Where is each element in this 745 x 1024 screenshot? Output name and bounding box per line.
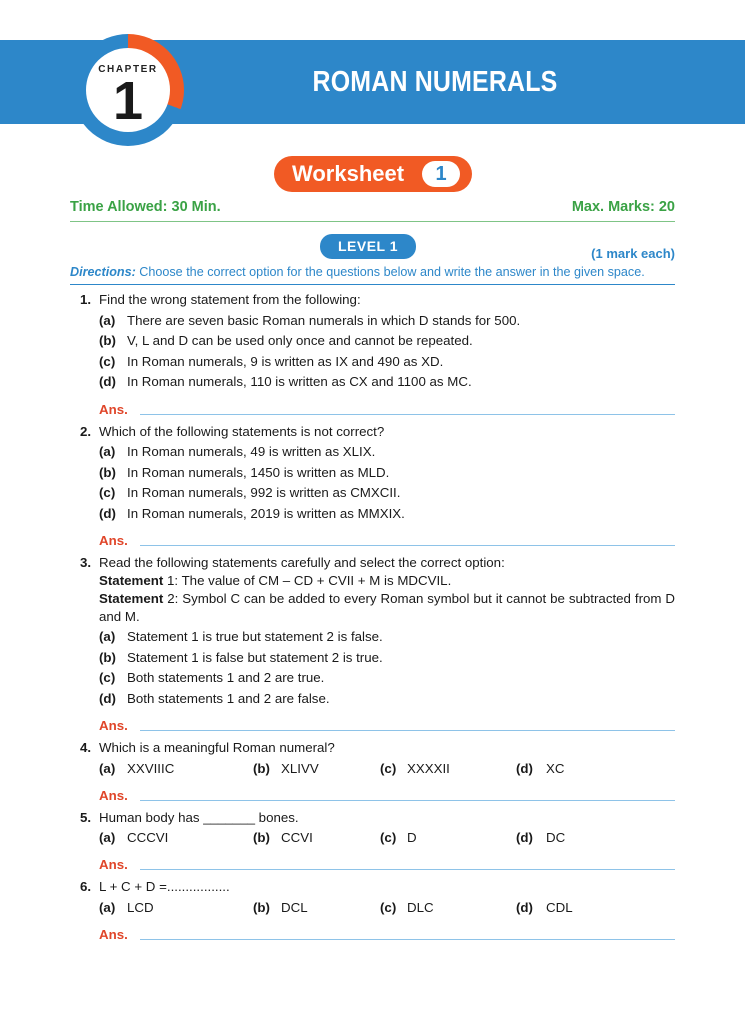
answer-label: Ans. [99, 857, 128, 872]
option-key: (d) [516, 900, 533, 915]
option-text: DCL [281, 900, 308, 915]
option-text: XXXXII [407, 761, 450, 776]
option-text: Both statements 1 and 2 are false. [127, 691, 330, 706]
option-text: CCVI [281, 830, 313, 845]
option-text: There are seven basic Roman numerals in which D stands for 500. [127, 313, 521, 328]
option-key: (c) [380, 830, 397, 845]
chapter-number: 1 [112, 71, 144, 131]
option-text: DLC [407, 900, 434, 915]
question-text: L + C + D =................. [99, 879, 230, 894]
option-key: (a) [99, 444, 116, 459]
option-key: (b) [99, 650, 116, 665]
option-key: (c) [380, 900, 397, 915]
answer-label: Ans. [99, 402, 128, 417]
option-text: Statement 1 is true but statement 2 is false. [127, 629, 383, 644]
option-key: (c) [99, 485, 116, 500]
option-key: (a) [99, 900, 116, 915]
option-text: In Roman numerals, 110 is written as CX and 1100 as MC. [127, 374, 472, 389]
level-badge: LEVEL 1 [320, 234, 416, 259]
answer-line[interactable] [140, 545, 675, 546]
option-text: D [407, 830, 417, 845]
option-text: In Roman numerals, 9 is written as IX and 490 as XD. [127, 354, 444, 369]
question-text: Which of the following statements is not correct? [99, 424, 385, 439]
option-key: (c) [99, 354, 116, 369]
marks-each: (1 mark each) [591, 246, 675, 261]
answer-line[interactable] [140, 800, 675, 801]
question-text: Human body has _______ bones. [99, 810, 299, 825]
option-text: In Roman numerals, 1450 is written as MLD. [127, 465, 390, 480]
answer-label: Ans. [99, 788, 128, 803]
option-text: V, L and D can be used only once and cannot be repeated. [127, 333, 473, 348]
option-text: In Roman numerals, 2019 is written as MMXIX. [127, 506, 405, 521]
statement-label: Statement [99, 591, 164, 606]
question-text: Which is a meaningful Roman numeral? [99, 740, 335, 755]
option-text: DC [546, 830, 566, 845]
option-key: (b) [99, 333, 116, 348]
option-text: CDL [546, 900, 573, 915]
option-text: XXVIIIC [127, 761, 175, 776]
answer-label: Ans. [99, 533, 128, 548]
option-key: (c) [380, 761, 397, 776]
question-number: 5. [80, 810, 92, 825]
statement-number: 1: [167, 573, 179, 588]
question-number: 6. [80, 879, 92, 894]
max-marks: Max. Marks: 20 [571, 199, 675, 215]
statement-2 [99, 590, 675, 626]
statement-text: The value of CM – CD + CVII + M is MDCVIL. [181, 573, 452, 588]
question-number: 3. [80, 555, 92, 570]
option-text: Statement 1 is false but statement 2 is true. [127, 650, 383, 665]
divider [70, 221, 675, 222]
worksheet-number: 1 [422, 161, 460, 187]
time-allowed: Time Allowed: 30 Min. [70, 199, 221, 215]
option-text: In Roman numerals, 49 is written as XLIX. [127, 444, 376, 459]
option-key: (d) [516, 830, 533, 845]
option-text: LCD [127, 900, 154, 915]
question-text: Read the following statements carefully and select the correct option: [99, 555, 505, 570]
worksheet-label: Worksheet [292, 161, 405, 186]
statement-number: 2: [167, 591, 179, 606]
question-text: Find the wrong statement from the following: [99, 292, 361, 307]
directions-label: Directions: [70, 265, 136, 279]
divider [70, 284, 675, 285]
answer-line[interactable] [140, 869, 675, 870]
answer-line[interactable] [140, 730, 675, 731]
chapter-label: CHAPTER [98, 64, 158, 75]
option-text: XLIVV [281, 761, 319, 776]
option-key: (d) [99, 691, 116, 706]
question-number: 4. [80, 740, 92, 755]
option-key: (b) [253, 761, 270, 776]
option-key: (d) [99, 374, 116, 389]
answer-label: Ans. [99, 718, 128, 733]
statement-1 [99, 572, 451, 590]
answer-label: Ans. [99, 927, 128, 942]
statement-text: Symbol C can be added to every Roman symbol but it cannot be subtracted from D and M. [99, 591, 676, 624]
chapter-title: ROMAN NUMERALS [312, 66, 558, 98]
question-number: 2. [80, 424, 92, 439]
option-text: XC [546, 761, 565, 776]
option-text: Both statements 1 and 2 are true. [127, 670, 325, 685]
option-key: (a) [99, 313, 116, 328]
option-key: (d) [99, 506, 116, 521]
statement-label: Statement [99, 573, 164, 588]
option-key: (b) [99, 465, 116, 480]
option-text: CCCVI [127, 830, 169, 845]
option-key: (a) [99, 830, 116, 845]
option-key: (b) [253, 830, 270, 845]
option-key: (d) [516, 761, 533, 776]
answer-line[interactable] [140, 414, 675, 415]
answer-line[interactable] [140, 939, 675, 940]
option-key: (a) [99, 761, 116, 776]
option-key: (c) [99, 670, 116, 685]
question-number: 1. [80, 292, 92, 307]
option-key: (a) [99, 629, 116, 644]
option-key: (b) [253, 900, 270, 915]
directions-text: Choose the correct option for the questions below and write the answer in the given space. [139, 265, 645, 279]
directions [70, 265, 690, 279]
option-text: In Roman numerals, 992 is written as CMXCII. [127, 485, 401, 500]
